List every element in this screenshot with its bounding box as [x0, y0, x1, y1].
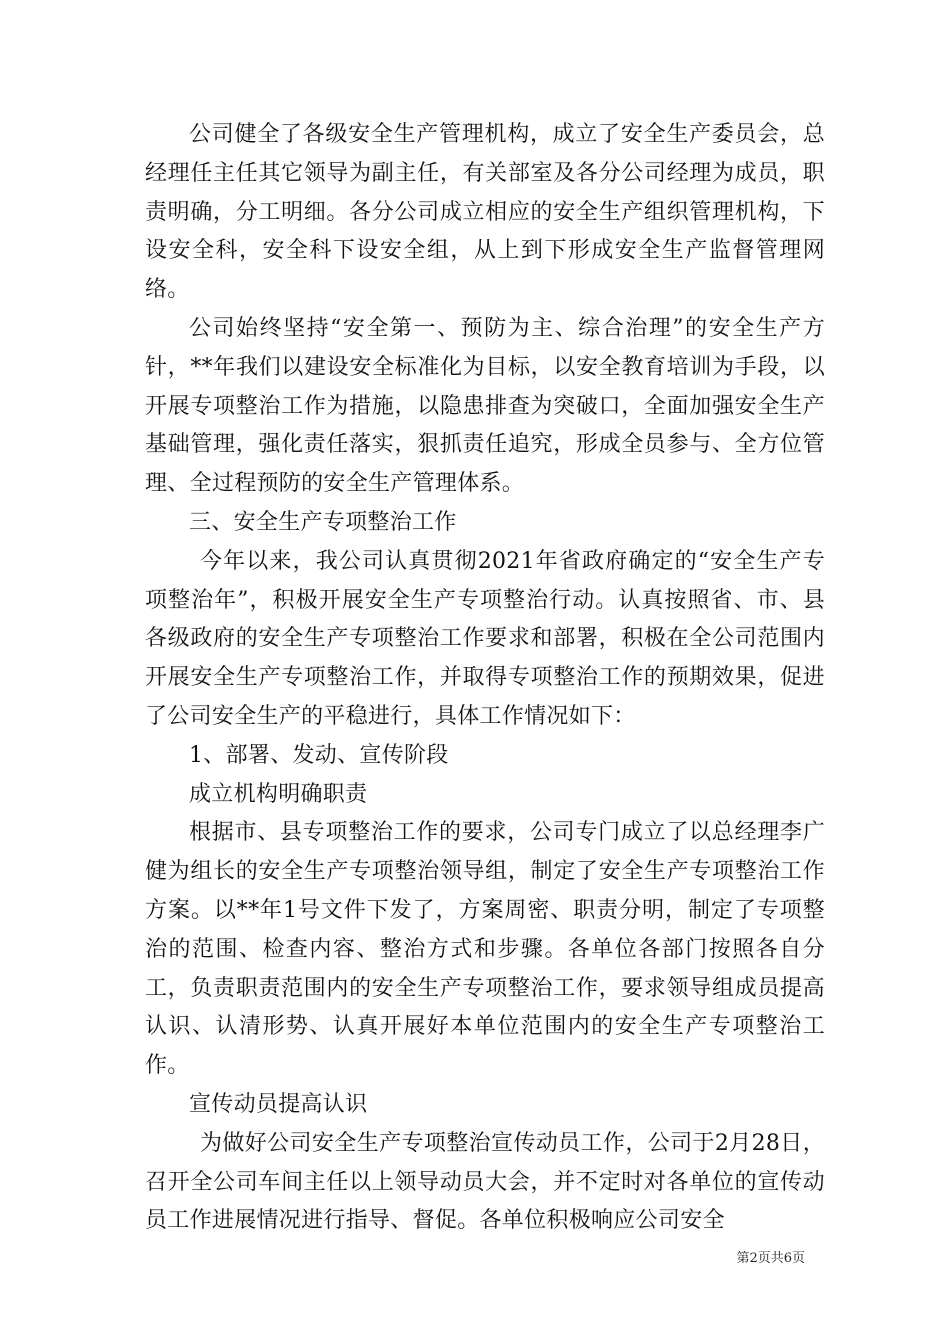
subheading-publicity-mobilization: 宣传动员提高认识 [189, 1091, 368, 1117]
section-heading-special-rectification: 三、安全生产专项整治工作 [189, 509, 457, 535]
document-body [145, 116, 825, 1241]
paragraph-mobilization-meeting: 为做好公司安全生产专项整治宣传动员工作，公司于2月28日，召开全公司车间主任以上领导动员大会，并不定时对各单位的宣传动员工作进展情况进行指导、督促。各单位积极响应公司安全 [145, 1130, 825, 1234]
subheading-deployment-stage: 1、部署、发动、宣传阶段 [189, 742, 449, 768]
paragraph-leadership-group: 根据市、县专项整治工作的要求，公司专门成立了以总经理李广健为组长的安全生产专项整治领导组，制定了安全生产专项整治工作方案。以**年1号文件下发了，方案周密、职责分明，制定了专项整治的范围、检查内容、整治方式和步骤。各单位各部门按照各自分工，负责职责范围内的安全生产专项整治工作，要求领导组成员提高认识、认清形势、认真开展好本单位范围内的安全生产专项整治工作。 [145, 820, 825, 1079]
paragraph-safety-organization: 公司健全了各级安全生产管理机构，成立了安全生产委员会，总经理任主任其它领导为副主任，有关部室及各分公司经理为成员，职责明确，分工明细。各分公司成立相应的安全生产组织管理机构，下设安全科，安全科下设安全组，从上到下形成安全生产监督管理网络。 [145, 122, 825, 303]
paragraph-rectification-overview: 今年以来，我公司认真贯彻2021年省政府确定的“安全生产专项整治年”，积极开展安全生产专项整治行动。认真按照省、市、县各级政府的安全生产专项整治工作要求和部署，积极在全公司范围内开展安全生产专项整治工作，并取得专项整治工作的预期效果，促进了公司安全生产的平稳进行，具体工作情况如下： [145, 548, 825, 729]
page-number-footer: 第2页共6页 [736, 1251, 805, 1266]
paragraph-safety-policy: 公司始终坚持“安全第一、预防为主、综合治理”的安全生产方针，**年我们以建设安全标准化为目标，以安全教育培训为手段，以开展专项整治工作为措施，以隐患排查为突破口，全面加强安全生产基础管理，强化责任落实，狠抓责任追究，形成全员参与、全方位管理、全过程预防的安全生产管理体系。 [145, 315, 825, 497]
subheading-establish-organization: 成立机构明确职责 [189, 781, 368, 807]
